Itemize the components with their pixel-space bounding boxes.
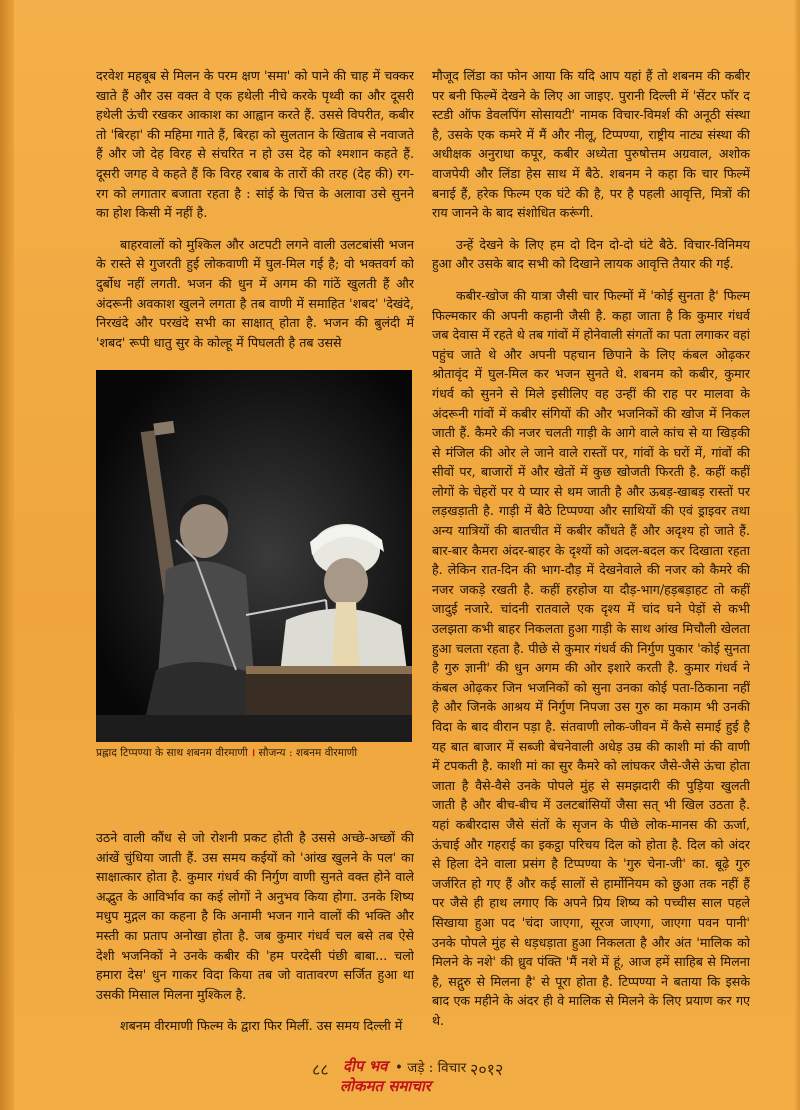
page-number: ८८	[312, 1060, 329, 1079]
photo-credit: सौजन्य : शबनम वीरमाणी	[258, 747, 358, 759]
left-column-top	[96, 66, 414, 366]
concert-photo-illustration	[96, 370, 412, 742]
page-footer	[0, 1056, 800, 1100]
left-paragraph-3: उठने वाली कौंध से जो रोशनी प्रकट होती है उससे अच्छे-अच्छों की आंखें चुंधिया जाती हैं. उस समय कईयों को 'आंख खुलने के पल' का साक्षात्कार होता है. कुमार गंधर्व की निर्गुण वाणी सुनते वक्त होने वाले अद्भुत के आविर्भाव का कई लोगों ने अनुभव किया होगा. उनके शिष्य मधुप मुद्गल का कहना है कि अनामी भजन गाने वालों की भक्ति और मस्ती का प्रताप अनोखा होता है. जब कुमार गंधर्व चल बसे तब ऐसे देशी भजनिकों ने उनके कबीर की 'हम परदेसी पंछी बाबा... चलो हमारा देस' धुन गाकर विदा किया तब जो वातावरण सर्जित हुआ था उसकी मिसाल मिलना मुश्किल है.	[96, 830, 414, 1002]
right-paragraph-1: मौजूद लिंडा का फोन आया कि यदि आप यहां हैं तो शबनम की कबीर पर बनी फिल्में देखने के लिए आ जाइए. पुरानी दिल्ली में 'सेंटर फॉर द स्टडी ऑफ डेवलपिंग सोसायटी' नामक विचार-विमर्श की अनूठी संस्था है, उसके एक कमरे में मैं और नीलू, टिप्पण्या, राष्ट्रीय नाट्य संस्था की अधीक्षक अनुराधा कपूर, कबीर अध्येता पुरुषोत्तम अग्रवाल, अशोक वाजपेयी और लिंडा हेस साथ में बैठे. शबनम ने कहा कि चार फिल्में बनाई हैं, हरेक फिल्म एक घंटे की है, पर है पहली आवृत्ति, मित्रों की राय जानने के बाद संशोधित करूंगी.	[432, 68, 750, 221]
left-paragraph-1: दरवेश महबूब से मिलन के परम क्षण 'समा' को पाने की चाह में चक्कर खाते हैं और उस वक्त वे एक हथेली नीचे करके पृथ्वी का और दूसरी हथेली ऊंची रखकर आकाश का आह्वान करते हैं. उससे विपरीत, कबीर तो 'बिरहा' की महिमा गाते हैं, बिरहा को सुलतान के खिताब से नवाजते हैं और जो देह विरह से संचरित न हो उस देह को श्मशान कहते हैं. दूसरी जगह वे कहते हैं कि विरह रबाब के तारों की तरह (देह की) रग-रग को लगातार बजाता रहता है : सांई के चित्त के अलावा उसे सुनने का होश किसी में नहीं है.	[96, 68, 414, 221]
left-paragraph-4: शबनम वीरमाणी फिल्म के द्वारा फिर मिलीं. उस समय दिल्ली में	[120, 1018, 403, 1034]
left-column-bottom	[96, 828, 414, 1068]
right-column	[432, 66, 750, 1066]
page-edge-shadow	[794, 0, 800, 1110]
publisher-brand: लोकमत समाचार	[340, 1077, 431, 1095]
section-label: • जड़े : विचार	[395, 1060, 467, 1076]
left-paragraph-2: बाहरवालों को मुश्किल और अटपटी लगने वाली उलटबांसी भजन के रास्ते से गुजरती हुई लोकवाणी में घुल-मिल गई है; वो भक्तवर्ग को दुर्बोध नहीं लगती. भजन की धुन में अगम की गांठें खुलती हैं और अंदरूनी अवकाश खुलने लगता है तब वाणी में समाहित 'शबद' 'देखंदे, निरखंदे और परखंदे सभी का साक्षात् होता है. भजन की बुलंदी में 'शबद' रूपी धातु सुर के कोल्हू में पिघलती है तब उससे	[96, 236, 414, 350]
photo-caption	[96, 746, 426, 760]
concert-photo	[96, 370, 412, 742]
photo-caption-text: प्रह्लाद टिप्पण्या के साथ शबनम वीरमाणी	[96, 747, 248, 759]
right-paragraph-3: कबीर-खोज की यात्रा जैसी चार फिल्मों में 'कोई सुनता है' फिल्म फिल्मकार की अपनी कहानी जैसी है. कहा जाता है कि कुमार गंधर्व जब देवास में रहते थे तब गांवों में होनेवाली संगतों का पता लगाकर वहां पहुंच जाते थे और अपनी पहचान छिपाने के लिए कंबल ओढ़कर श्रोतावृंद में घुल-मिल कर भजन सुनते थे. शबनम को कबीर, कुमार गंधर्व को सुनने से मिले इसीलिए वह उन्हीं की राह पर मालवा के अंदरूनी गांवों में कबीर संगियों की और भजनिकों की खोज में निकल जाती हैं. कैमरे की नजर चलती गाड़ी के आगे वाले कांच से या खिड़की से मंजिल की ओर ले जाने वाले रास्तों पर, गांवों के घरों में, गांवों की सीवों पर, बाजारों में और खेतों में कुछ खोजती फिरती है. कहीं कहीं लोगों के चेहरों पर ये प्यार से थम जाती है और ऊबड़-खाबड़ रास्तों पर लड़खड़ाती है. गाड़ी में बैठे टिप्पण्या और साथियों की एवं ड्राइवर तथा अन्य यात्रियों की बातचीत में कबीर कौंधते हैं और अदृश्य हो जाते हैं. बार-बार कैमरा अंदर-बाहर के दृश्यों को अदल-बदल कर दिखाता रहता है. लेकिन रात-दिन की भाग-दौड़ में देखनेवाले की नजर को कैमरे की नजर जकड़े रखती है. कहीं हरहोज या दौड़-भाग/हड़बड़ाहट तो कहीं जादुई नजारे. चांदनी रातवाले एक दृश्य में चांद घने पेड़ों से कभी उलझता कभी बाहर निकलता हुआ गाड़ी के साथ आंख मिचौली खेलता हुआ चलता रहता है. पीछे से कुमार गंधर्व की निर्गुण पुकार 'कोई सुनता है गुरु ज्ञानी' की धुन अगम की ओर इशारे करती है. कुमार गंधर्व ने कंबल ओढ़कर जिन भजनिकों को सुना उनका कोई पता-ठिकाना नहीं है और जिनके आश्रय में निर्गुण निपजा उस गुरु का मकाम भी उनकी विदा के बाद वीरान पड़ा है. संतवाणी लोक-जीवन में कैसे समाई हुई है यह बात बाजार में सब्जी बेचनेवाली अधेड़ उम्र की काशी मां की वाणी में टपकती है. काशी मां का सुर कैमरे को लांघकर जैसे-जैसे ऊंचा होता जाता है वैसे-वैसे उनके पोपले मुंह से समझदारी की पुड़िया खुलती जाती है और बीच-बीच में उलटबांसियों जैसा सत् भी खिल उठता है. यहां कबीरदास जैसे संतों के सृजन के पीछे लोक-मानस की ऊर्जा, ऊंचाई और गहराई का इकट्ठा परिचय दिल को होता है. दिल को अंदर से हिला देने वाला प्रसंग है टिप्पण्या के 'गुरु चेना-जी' का. बूढ़े गुरु जर्जरित हो गए हैं और कई सालों से हार्मोनियम को छुआ तक नहीं हैं पर जैसे ही हाथ लगाए कि अपने प्रिय शिष्य को पच्चीस साल पहले सिखाया हुआ पद 'चंदा जाएगा, सूरज जाएगा, जाएगा पवन पानी' उनके पोपले मुंह से धड़धड़ाता हुआ निकलता है और अंत 'मालिक को मिलने के नशे' की ध्रुव पंक्ति 'मैं नशे में हूं, आज हमें साहिब से मिलना है, सद्गुरु से मिलना है' से पूरा होता है. टिप्पण्या ने बताया कि इसके बाद एक महीने के अंदर ही वे मालिक से मिलने के लिए प्रयाण कर गए थे.	[432, 287, 750, 1028]
magazine-brand: दीप भव	[343, 1057, 388, 1075]
right-paragraph-2: उन्हें देखने के लिए हम दो दिन दो-दो घंटे बैठे. विचार-विनिमय हुआ और उसके बाद सभी को दिखाने लायक आवृत्ति तैयार की गई.	[432, 236, 750, 272]
photo-caption-separator: ।	[251, 747, 256, 759]
issue-year: २०१२	[470, 1060, 504, 1079]
page-spine-shadow	[0, 0, 14, 1110]
